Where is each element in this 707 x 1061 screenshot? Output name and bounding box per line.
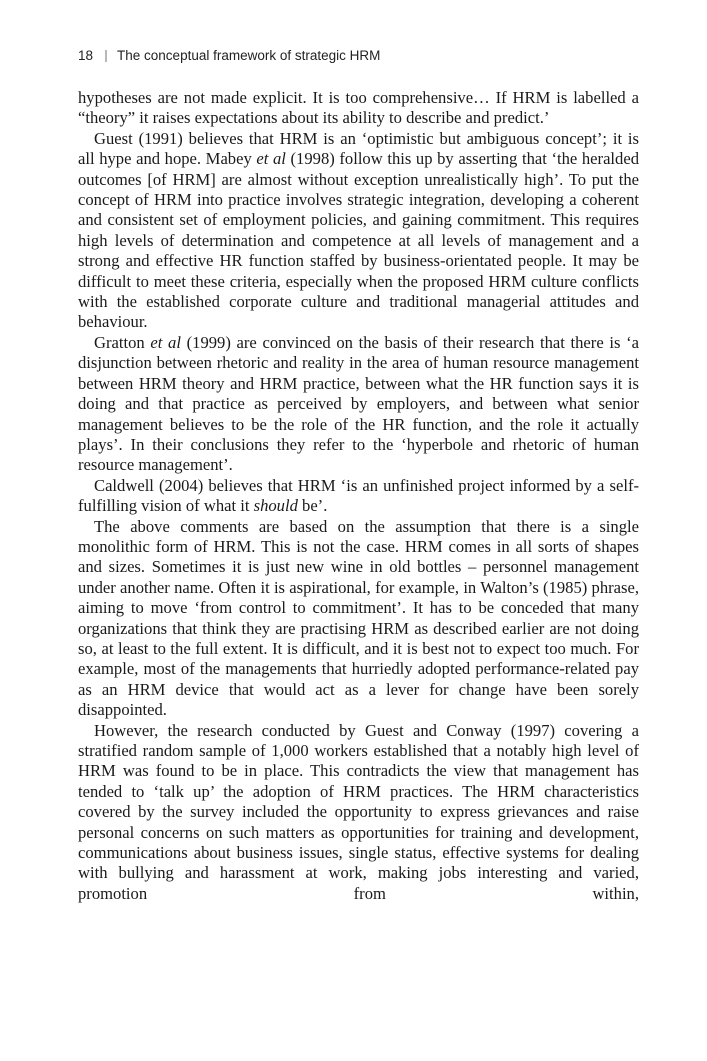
paragraph-gratton-1999 [78,333,639,476]
body-text [78,88,639,904]
italic-et-al: et al [256,149,286,169]
paragraph-text: The above comments are based on the assumption that there is a single monolithic form of HRM. This is not the case. HRM comes in all sorts of shapes and sizes. Sometimes it is just new wine in old bottles – personnel management under another name. Often it is aspirational, for example, in Walton’s (1985) phrase, aiming to move ‘from control to commitment’. It has to be conceded that many organizations that think they are practising HRM as described earlier are not doing so, at least to the full extent. It is difficult, and it is best not to expect too much. For example, most of the managements that hurriedly adopted performance-related pay as an HRM device that would act as a lever for change have been sorely disappointed. [78,516,639,720]
paragraph-text: hypotheses are not made explicit. It is too comprehensive… If HRM is labelled a “theory” it raises expectations about its ability to describe and predict.’ [78,88,639,128]
paragraph-caldwell-2004 [78,476,639,517]
italic-should: should [253,496,298,516]
italic-et-al: et al [150,332,181,352]
paragraph-text: be’. [297,496,328,516]
paragraph-text: (1999) are convinced on the basis of their research that there is ‘a disjunction between rhetoric and reality in the area of human resource management between HRM theory and HRM practice, between what the HR function says it is doing and that practice as perceived by employers, and between what senior management believes to be the role of the HR function, and the role it actually plays’. In their conclusions they refer to the ‘hyperbole and rhetoric of human resource management’. [78,332,640,475]
paragraph-guest-conway-1997 [78,721,639,905]
paragraph-monolithic-form [78,517,639,721]
paragraph-text: Caldwell (2004) believes that HRM ‘is an unfinished project informed by a self-fulfilling vision of what it [78,475,639,516]
paragraph-text: Guest (1991) believes that HRM is an ‘optimistic but ambiguous concept’; it is all hype and hope. Mabey [78,128,639,169]
header-divider [105,50,107,62]
paragraph-text: Gratton [94,332,151,352]
paragraph-continued [78,88,639,129]
paragraph-text: However, the research conducted by Guest and Conway (1997) covering a stratified random sample of 1,000 workers established that a notably high level of HRM was found to be in place. This contradicts the view that management has tended to ‘talk up’ the adoption of HRM practices. The HRM characteristics covered by the survey included the opportunity to express grievances and raise personal concerns on such matters as opportunities for training and development, communications about business issues, single status, effective systems for dealing with bullying and harassment at work, making jobs interesting and varied, promotion from within, [78,720,639,903]
paragraph-guest-1991 [78,129,639,333]
running-header [78,48,380,63]
page-number: 18 [78,48,94,63]
running-title: The conceptual framework of strategic HRM [117,48,381,63]
paragraph-text: (1998) follow this up by asserting that ‘the heralded outcomes [of HRM] are almost without exception unrealistically high’. To put the concept of HRM into practice involves strategic integration, developing a coherent and consistent set of employment policies, and gaining commitment. This requires high levels of determination and competence at all levels of management and a strong and effective HR function staffed by business-orientated people. It may be difficult to meet these criteria, especially when the proposed HRM culture conflicts with the established corporate culture and traditional managerial attitudes and behaviour. [78,149,640,332]
